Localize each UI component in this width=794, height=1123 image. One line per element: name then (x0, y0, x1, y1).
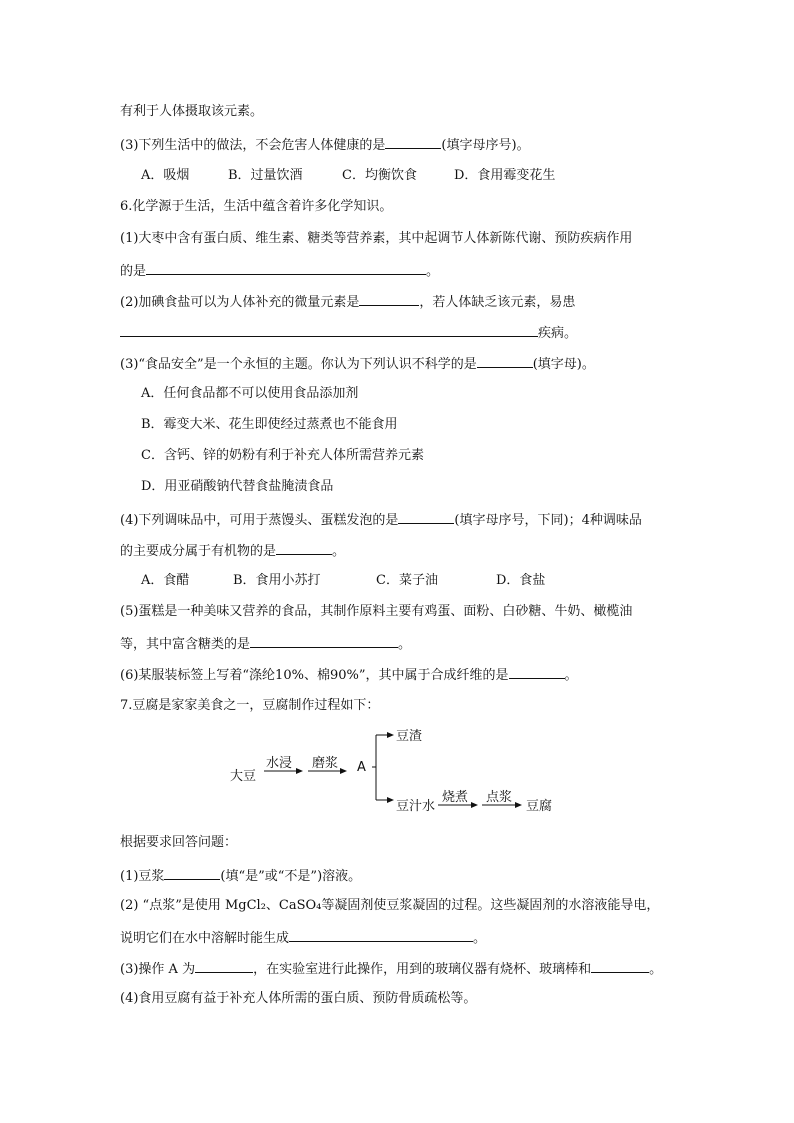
question-text: (3)“食品安全”是一个永恒的主题。你认为下列认识不科学的是 (120, 357, 477, 372)
question-text: 。 (473, 931, 487, 946)
options-5-3 (141, 167, 555, 185)
question-text: (1)豆浆 (120, 869, 165, 884)
question-7-4: (4)食用豆腐有益于补充人体所需的蛋白质、预防骨质疏松等。 (120, 991, 477, 1006)
question-6-5-cont (120, 634, 411, 654)
node-okara: 豆渣 (396, 729, 423, 744)
question-6-1: (1)大枣中含有蛋白质、维生素、糖类等营养素，其中起调节人体新陈代谢、预防疾病作用 (120, 231, 633, 246)
question-text: 。 (426, 264, 440, 279)
question-7-2: (2) “点浆”是使用 MgCl₂、CaSO₄等凝固剂使豆浆凝固的过程。这些凝固剂的水溶液能导电， (120, 898, 660, 913)
option-d: D．食盐 (496, 573, 546, 588)
question-text: (6)某服装标签上写着“涤纶10%、棉90%”，其中属于合成纤维的是 (120, 668, 509, 683)
option-c: C．均衡饮食 (342, 168, 417, 183)
question-text: (4)下列调味品中，可用于蒸馒头、蛋糕发泡的是 (120, 513, 399, 528)
option-a: A．任何食品都不可以使用食品添加剂 (141, 386, 359, 401)
question-text: (3)操作 A 为 (120, 962, 196, 977)
answer-blank[interactable] (120, 323, 538, 337)
question-text: 。 (564, 668, 578, 683)
arrow-head (340, 768, 347, 774)
question-text: ，若人体缺乏该元素，易患 (419, 295, 576, 310)
label-soak: 水浸 (266, 756, 293, 771)
label-boil: 烧煮 (442, 790, 469, 805)
option-d: D．用亚硝酸钠代替食盐腌渍食品 (141, 479, 334, 494)
answer-blank[interactable] (276, 541, 332, 555)
tofu-process-diagram (0, 715, 794, 825)
answer-blank[interactable] (477, 354, 533, 368)
arrow-head (471, 802, 478, 808)
answer-blank[interactable] (591, 959, 649, 973)
node-grinding: 磨浆 (312, 756, 339, 771)
question-text: (2)加碘食盐可以为人体补充的微量元素是 (120, 295, 360, 310)
node-a: A (357, 760, 366, 775)
question-6-4 (120, 510, 642, 530)
option-b: B．过量饮酒 (228, 168, 303, 183)
question-text: (填字母)。 (532, 357, 595, 372)
answer-blank[interactable] (385, 135, 441, 149)
arrow-head (387, 732, 394, 738)
question-6-5: (5)蛋糕是一种美味又营养的食品，其制作原料主要有鸡蛋、面粉、白砂糖、牛奶、橄榄油 (120, 604, 633, 619)
question-text: (填“是”或“不是”)溶液。 (220, 869, 362, 884)
option-d: D．食用霉变花生 (454, 168, 556, 183)
node-soy-water: 豆汁水 (396, 799, 436, 814)
question-text: 的主要成分属于有机物的是 (120, 544, 277, 559)
question-6-4-cont (120, 541, 345, 561)
node-tofu: 豆腐 (526, 799, 553, 814)
arrow-head (515, 802, 522, 808)
question-text: 的是 (120, 264, 147, 279)
question-text: 说明它们在水中溶解时能生成 (120, 931, 290, 946)
options-6-4 (141, 572, 545, 590)
question-7-title: 7.豆腐是家家美食之一，豆腐制作过程如下： (120, 698, 380, 713)
option-b: B．霉变大米、花生即使经过蒸煮也不能食用 (141, 417, 398, 432)
question-text: (填字母序号，下同)；4种调味品 (454, 513, 642, 528)
question-6-1-cont (120, 261, 439, 281)
answer-blank[interactable] (195, 959, 253, 973)
answer-blank[interactable] (398, 510, 454, 524)
answer-blank[interactable] (289, 928, 473, 942)
arrow-head (296, 768, 303, 774)
question-text: 等，其中富含糖类的是 (120, 637, 251, 652)
question-6-2-cont (120, 323, 577, 343)
question-6-6 (120, 665, 578, 685)
question-7-2-cont (120, 928, 486, 948)
question-text: 疾病。 (538, 326, 578, 341)
text-line: 有利于人体摄取该元素。 (120, 104, 264, 119)
option-c: C．菜子油 (376, 573, 438, 588)
option-c: C．含钙、锌的奶粉有利于补充人体所需营养元素 (141, 448, 424, 463)
question-5-3 (120, 135, 530, 155)
question-6-2 (120, 292, 575, 312)
answer-blank[interactable] (146, 261, 426, 275)
question-7-1 (120, 866, 361, 886)
question-text: (填字母序号)。 (441, 138, 530, 153)
answer-blank[interactable] (359, 292, 419, 306)
question-text: 。 (398, 637, 412, 652)
answer-blank[interactable] (509, 665, 565, 679)
answer-blank[interactable] (250, 634, 398, 648)
arrow-head (387, 797, 394, 803)
question-text: ，在实验室进行此操作，用到的玻璃仪器有烧杯、玻璃棒和 (253, 962, 592, 977)
question-6-title: 6.化学源于生活，生活中蕴含着许多化学知识。 (120, 199, 393, 214)
option-a: A．食醋 (141, 573, 190, 588)
question-6-3 (120, 354, 595, 374)
question-7-3 (120, 959, 662, 979)
option-a: A．吸烟 (141, 168, 190, 183)
node-soybean: 大豆 (230, 769, 257, 784)
label-coagulate: 点浆 (486, 790, 513, 805)
answer-blank[interactable] (164, 866, 220, 880)
option-b: B．食用小苏打 (233, 573, 321, 588)
question-text: 。 (332, 544, 346, 559)
question-text: 。 (649, 962, 663, 977)
question-text: (3)下列生活中的做法，不会危害人体健康的是 (120, 138, 386, 153)
question-7-intro: 根据要求回答问题： (120, 835, 238, 850)
